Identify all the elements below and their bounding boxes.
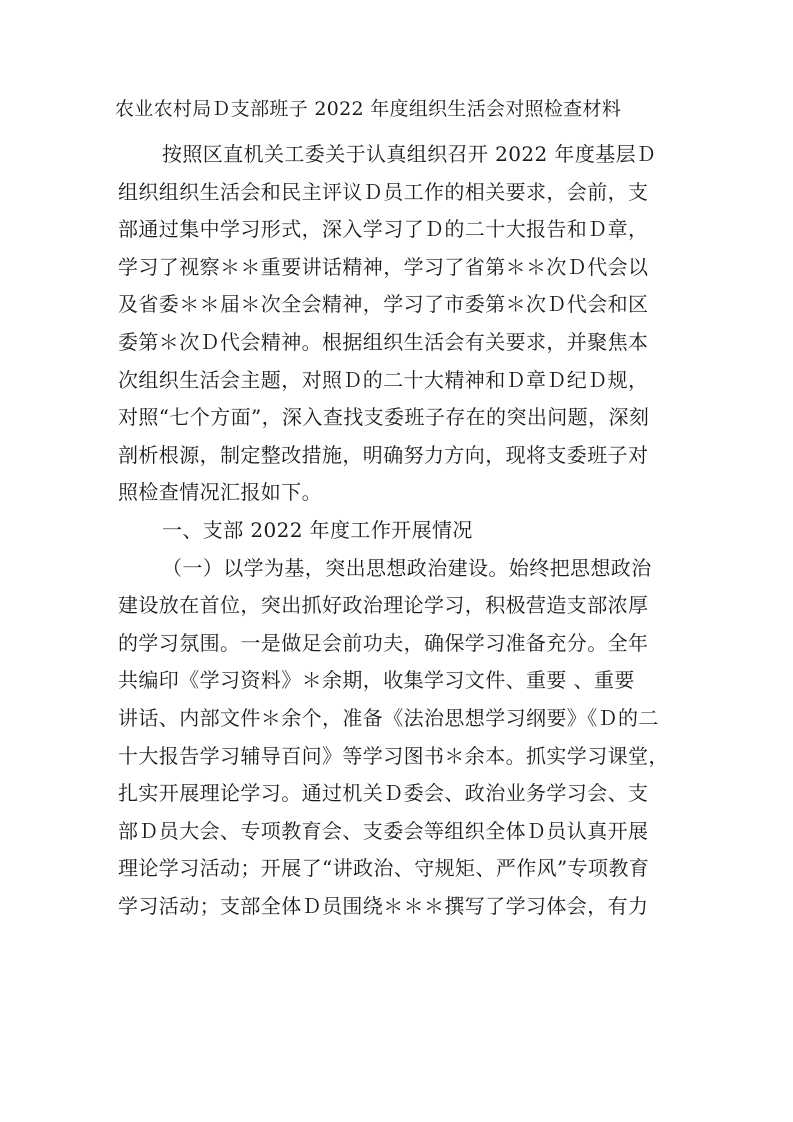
paragraph-line: 组织组织生活会和民主评议Ｄ员工作的相关要求，会前，支 (118, 179, 649, 204)
paragraph-line: 理论学习活动；开展了“讲政治、守规矩、严作风”专项教育 (118, 856, 650, 881)
paragraph-line: 的学习氛围。一是做足会前功夫，确保学习准备充分。全年 (118, 630, 649, 655)
paragraph-line: 学习活动；支部全体Ｄ员围绕＊＊＊撰写了学习体会，有力 (118, 893, 649, 918)
paragraph-line: 建设放在首位，突出抓好政治理论学习，积极营造支部浓厚 (118, 593, 649, 618)
document-body (118, 136, 688, 925)
paragraph-line: 次组织生活会主题，对照Ｄ的二十大精神和Ｄ章Ｄ纪Ｄ规， (118, 367, 649, 392)
paragraph-line: 讲话、内部文件＊余个，准备《法治思想学习纲要》《Ｄ的二 (118, 705, 659, 730)
subsection-heading-line: （一）以学为基，突出思想政治建设。始终把思想政治 (162, 555, 652, 580)
document-title: 农业农村局Ｄ支部班子 2022 年度组织生活会对照检查材料 (115, 98, 622, 120)
paragraph-line: 按照区直机关工委关于认真组织召开 2022 年度基层Ｄ (162, 142, 657, 166)
paragraph-line: 部通过集中学习形式，深入学习了Ｄ的二十大报告和Ｄ章， (118, 217, 649, 242)
paragraph-line: 剖析根源，制定整改措施，明确努力方向，现将支委班子对 (118, 442, 649, 467)
paragraph-line: 扎实开展理论学习。通过机关Ｄ委会、政治业务学习会、支 (118, 781, 649, 806)
paragraph-line: 对照“七个方面”，深入查找支委班子存在的突出问题，深刻 (118, 405, 650, 430)
paragraph-line: 照检查情况汇报如下。 (118, 480, 322, 505)
paragraph-line: 十大报告学习辅导百问》等学习图书＊余本。抓实学习课堂， (118, 743, 669, 768)
section-heading: 一、支部 2022 年度工作开展情况 (162, 517, 473, 542)
paragraph-line: 及省委＊＊届＊次全会精神，学习了市委第＊次Ｄ代会和区 (118, 292, 649, 317)
paragraph-line: 部Ｄ员大会、专项教育会、支委会等组织全体Ｄ员认真开展 (118, 818, 649, 843)
paragraph-line: 委第＊次Ｄ代会精神。根据组织生活会有关要求，并聚焦本 (118, 329, 649, 354)
paragraph-line: 学习了视察＊＊重要讲话精神，学习了省第＊＊次Ｄ代会以 (118, 254, 649, 279)
paragraph-line: 共编印《学习资料》＊余期，收集学习文件、重要 、重要 (118, 668, 635, 693)
